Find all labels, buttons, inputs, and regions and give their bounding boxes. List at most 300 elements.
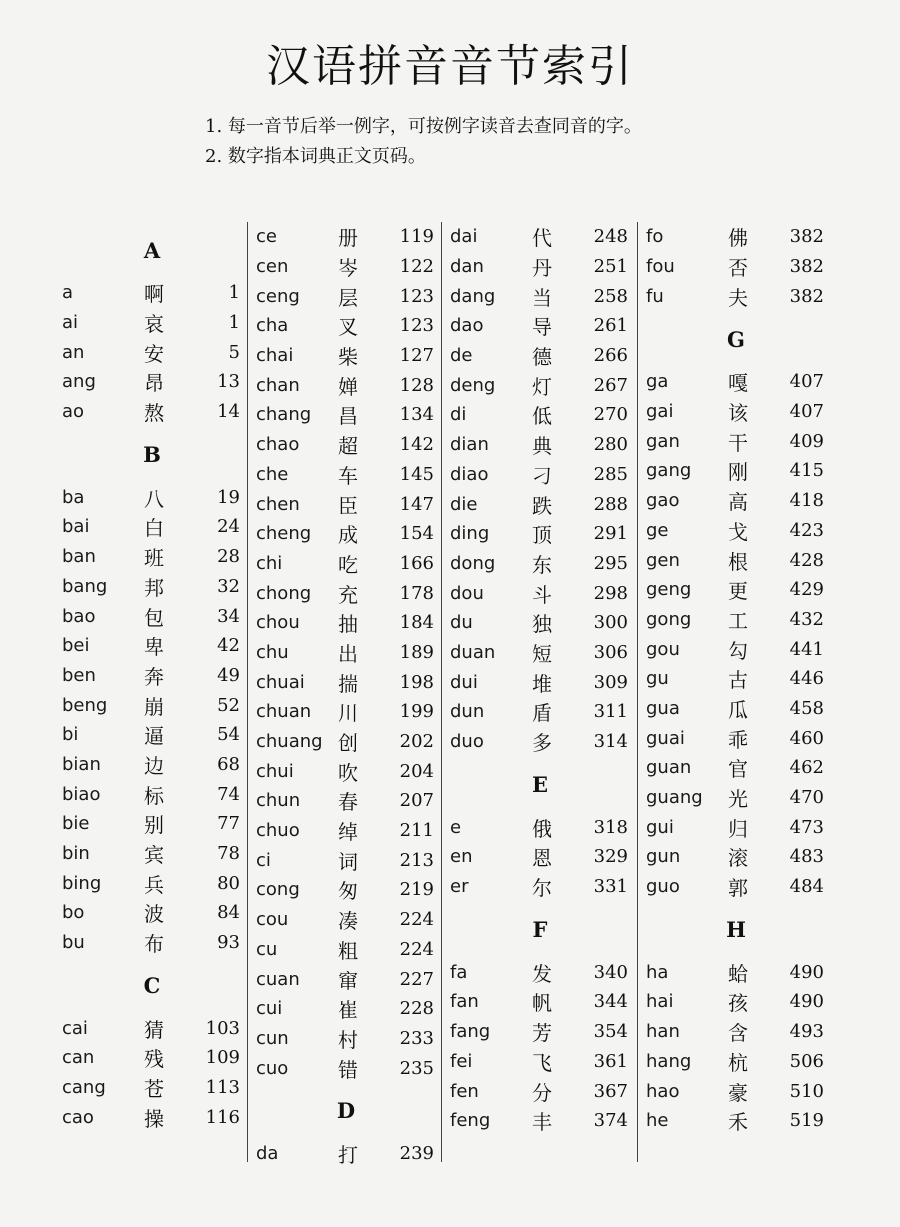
syllable-row (450, 311, 640, 341)
page-number: 407 (789, 371, 824, 393)
syllable-row (450, 341, 640, 371)
syllable-row (256, 786, 446, 816)
page-number: 74 (217, 783, 240, 805)
example-character: 凑 (338, 909, 358, 934)
page-number: 423 (789, 519, 824, 541)
pinyin-syllable: ding (450, 523, 490, 545)
syllable-row (62, 337, 252, 367)
page-number: 145 (399, 463, 434, 485)
example-character: 叉 (338, 315, 358, 340)
example-character: 工 (728, 608, 748, 633)
syllable-row (450, 549, 640, 579)
page-number: 109 (205, 1047, 240, 1069)
page-number: 113 (205, 1077, 240, 1099)
page-number: 19 (217, 486, 240, 508)
page-number: 409 (789, 430, 824, 452)
example-character: 兵 (144, 872, 164, 897)
pinyin-syllable: gou (646, 638, 680, 660)
syllable-row (646, 842, 836, 872)
pinyin-syllable: gan (646, 430, 680, 452)
pinyin-syllable: hai (646, 991, 674, 1013)
syllable-row (62, 690, 252, 720)
example-character: 标 (144, 783, 164, 808)
pinyin-syllable: fa (450, 961, 468, 983)
pinyin-syllable: er (450, 876, 469, 898)
pinyin-syllable: bin (62, 843, 90, 865)
example-character: 卑 (144, 635, 164, 660)
example-character: 高 (728, 490, 748, 515)
example-character: 崩 (144, 694, 164, 719)
example-character: 八 (144, 486, 164, 511)
example-character: 班 (144, 546, 164, 571)
syllable-row (450, 1076, 640, 1106)
syllable-row (256, 667, 446, 697)
pinyin-syllable: gui (646, 816, 674, 838)
page-number: 470 (789, 787, 824, 809)
page-number: 270 (593, 404, 628, 426)
page-number: 344 (593, 991, 628, 1013)
example-character: 包 (144, 605, 164, 630)
pinyin-syllable: die (450, 493, 478, 515)
syllable-row (256, 549, 446, 579)
section-letter-heading (646, 311, 826, 367)
syllable-row (62, 779, 252, 809)
page-number: 1 (228, 312, 240, 334)
section-letter-heading (450, 901, 630, 957)
pinyin-syllable: chuo (256, 820, 300, 842)
example-character: 俄 (532, 816, 552, 841)
pinyin-syllable: di (450, 404, 467, 426)
syllable-row (256, 994, 446, 1024)
page-number: 506 (789, 1050, 824, 1072)
page-number: 462 (789, 757, 824, 779)
syllable-row (450, 460, 640, 490)
example-character: 窜 (338, 968, 358, 993)
pinyin-syllable: cun (256, 1027, 289, 1049)
example-character: 出 (338, 641, 358, 666)
syllable-row (256, 252, 446, 282)
pinyin-syllable: chu (256, 641, 289, 663)
example-character: 波 (144, 902, 164, 927)
syllable-row (62, 809, 252, 839)
pinyin-syllable: bang (62, 575, 108, 597)
pinyin-syllable: chuan (256, 701, 312, 723)
pinyin-syllable: gu (646, 668, 669, 690)
pinyin-syllable: chao (256, 434, 300, 456)
syllable-row (62, 1043, 252, 1073)
example-character: 柴 (338, 345, 358, 370)
example-character: 滚 (728, 846, 748, 871)
syllable-row (62, 572, 252, 602)
syllable-row (256, 489, 446, 519)
page-number: 93 (217, 932, 240, 954)
syllable-row (450, 1047, 640, 1077)
example-character: 奔 (144, 664, 164, 689)
pinyin-syllable: dun (450, 701, 485, 723)
syllable-row (256, 430, 446, 460)
syllable-row (646, 694, 836, 724)
example-character: 熬 (144, 401, 164, 426)
page-number: 52 (217, 694, 240, 716)
section-letter: C (143, 972, 161, 998)
example-character: 布 (144, 932, 164, 957)
syllable-row (646, 872, 836, 902)
page-number: 446 (789, 668, 824, 690)
example-character: 村 (338, 1027, 358, 1052)
pinyin-syllable: che (256, 463, 289, 485)
syllable-row (450, 638, 640, 668)
example-character: 婵 (338, 374, 358, 399)
example-character: 蛤 (728, 961, 748, 986)
pinyin-syllable: en (450, 846, 473, 868)
page-number: 291 (593, 523, 628, 545)
syllable-row (450, 489, 640, 519)
pinyin-syllable: gen (646, 549, 680, 571)
page-number: 483 (789, 846, 824, 868)
syllable-row (450, 842, 640, 872)
example-character: 夫 (728, 285, 748, 310)
syllable-row (256, 756, 446, 786)
pinyin-syllable: biao (62, 783, 101, 805)
pinyin-syllable: bian (62, 753, 101, 775)
pinyin-syllable: ben (62, 664, 96, 686)
note-2: 2. 数字指本词典正文页码。 (205, 146, 426, 167)
page-number: 119 (399, 226, 434, 248)
syllable-row (646, 664, 836, 694)
pinyin-syllable: ha (646, 961, 669, 983)
index-column-2 (256, 222, 446, 1169)
pinyin-syllable: gao (646, 490, 680, 512)
example-character: 吹 (338, 760, 358, 785)
example-character: 春 (338, 790, 358, 815)
page-number: 134 (399, 404, 434, 426)
pinyin-syllable: feng (450, 1110, 491, 1132)
example-character: 灯 (532, 374, 552, 399)
page-number: 306 (593, 641, 628, 663)
pinyin-syllable: chuai (256, 671, 305, 693)
page-number: 258 (593, 285, 628, 307)
pinyin-syllable: beng (62, 694, 108, 716)
page-number: 251 (593, 256, 628, 278)
pinyin-syllable: ce (256, 226, 277, 248)
syllable-row (256, 727, 446, 757)
pinyin-syllable: chuang (256, 731, 323, 753)
example-character: 抽 (338, 612, 358, 637)
syllable-row (646, 426, 836, 456)
section-letter: D (336, 1098, 356, 1124)
page-number: 418 (789, 490, 824, 512)
pinyin-syllable: chi (256, 552, 283, 574)
example-character: 孩 (728, 991, 748, 1016)
example-character: 残 (144, 1047, 164, 1072)
pinyin-syllable: cen (256, 256, 289, 278)
syllable-row (450, 667, 640, 697)
page-number: 415 (789, 460, 824, 482)
syllable-row (646, 957, 836, 987)
page-number: 207 (399, 790, 434, 812)
page-number: 510 (789, 1080, 824, 1102)
syllable-row (646, 987, 836, 1017)
syllable-row (646, 516, 836, 546)
page-number: 429 (789, 579, 824, 601)
page-number: 288 (593, 493, 628, 515)
pinyin-syllable: fan (450, 991, 479, 1013)
example-character: 川 (338, 701, 358, 726)
section-letter-heading (62, 222, 242, 278)
syllable-row (646, 634, 836, 664)
page-number: 248 (593, 226, 628, 248)
pinyin-syllable: bao (62, 605, 96, 627)
page-number: 309 (593, 671, 628, 693)
page-number: 127 (399, 345, 434, 367)
pinyin-syllable: dan (450, 256, 484, 278)
pinyin-syllable: fen (450, 1080, 479, 1102)
pinyin-syllable: guang (646, 787, 703, 809)
page-number: 123 (399, 315, 434, 337)
syllable-row (62, 720, 252, 750)
example-character: 堆 (532, 671, 552, 696)
page-number: 34 (217, 605, 240, 627)
page-number: 490 (789, 991, 824, 1013)
pinyin-syllable: fei (450, 1050, 473, 1072)
page-number: 219 (399, 879, 434, 901)
example-character: 尔 (532, 876, 552, 901)
syllable-row (62, 868, 252, 898)
syllable-row (450, 400, 640, 430)
page-number: 49 (217, 664, 240, 686)
pinyin-syllable: gua (646, 697, 680, 719)
section-letter-heading (450, 756, 630, 812)
example-character: 郭 (728, 876, 748, 901)
page-number: 178 (399, 582, 434, 604)
pinyin-syllable: bie (62, 813, 90, 835)
pinyin-syllable: can (62, 1047, 95, 1069)
example-character: 杭 (728, 1050, 748, 1075)
page-number: 154 (399, 523, 434, 545)
syllable-row (62, 482, 252, 512)
example-character: 刚 (728, 460, 748, 485)
example-character: 苍 (144, 1077, 164, 1102)
syllable-row (646, 1017, 836, 1047)
page-number: 116 (205, 1106, 240, 1128)
page-number: 458 (789, 697, 824, 719)
page-number: 473 (789, 816, 824, 838)
pinyin-syllable: e (450, 816, 462, 838)
example-character: 匆 (338, 879, 358, 904)
pinyin-syllable: gun (646, 846, 681, 868)
syllable-row (646, 367, 836, 397)
pinyin-syllable: guo (646, 876, 680, 898)
pinyin-syllable: de (450, 345, 473, 367)
pinyin-syllable: chen (256, 493, 300, 515)
page-number: 428 (789, 549, 824, 571)
example-character: 勾 (728, 638, 748, 663)
syllable-row (62, 512, 252, 542)
pinyin-syllable: ge (646, 519, 669, 541)
example-character: 禾 (728, 1110, 748, 1135)
page-number: 490 (789, 961, 824, 983)
pinyin-syllable: guai (646, 727, 685, 749)
pinyin-syllable: an (62, 341, 85, 363)
page-number: 298 (593, 582, 628, 604)
pinyin-syllable: dong (450, 552, 496, 574)
page-number: 128 (399, 374, 434, 396)
page-number: 227 (399, 968, 434, 990)
example-character: 充 (338, 582, 358, 607)
syllable-row (256, 964, 446, 994)
example-character: 光 (728, 787, 748, 812)
section-letter-heading (62, 426, 242, 482)
page-number: 213 (399, 849, 434, 871)
pinyin-syllable: han (646, 1021, 680, 1043)
syllable-row (646, 1106, 836, 1136)
syllable-row (62, 661, 252, 691)
page-number: 329 (593, 846, 628, 868)
example-character: 分 (532, 1080, 552, 1105)
pinyin-syllable: a (62, 282, 74, 304)
pinyin-syllable: dou (450, 582, 484, 604)
example-character: 打 (338, 1143, 358, 1168)
syllable-row (256, 816, 446, 846)
page-number: 295 (593, 552, 628, 574)
example-character: 创 (338, 731, 358, 756)
pinyin-syllable: chun (256, 790, 301, 812)
syllable-row (646, 812, 836, 842)
example-character: 典 (532, 434, 552, 459)
example-character: 猜 (144, 1017, 164, 1042)
page-number: 300 (593, 612, 628, 634)
syllable-row (62, 750, 252, 780)
example-character: 啊 (144, 282, 164, 307)
example-character: 东 (532, 552, 552, 577)
pinyin-syllable: dui (450, 671, 478, 693)
pinyin-syllable: gong (646, 608, 692, 630)
section-letter: F (532, 916, 548, 942)
page-number: 84 (217, 902, 240, 924)
syllable-row (256, 1053, 446, 1083)
example-character: 车 (338, 463, 358, 488)
pinyin-syllable: fu (646, 285, 664, 307)
syllable-row (450, 281, 640, 311)
pinyin-syllable: cang (62, 1077, 106, 1099)
section-letter: G (727, 326, 745, 352)
syllable-row (256, 222, 446, 252)
page-number: 407 (789, 401, 824, 423)
page-number: 77 (217, 813, 240, 835)
example-character: 盾 (532, 701, 552, 726)
pinyin-syllable: dian (450, 434, 489, 456)
page-number: 78 (217, 843, 240, 865)
pinyin-syllable: chui (256, 760, 294, 782)
syllable-row (450, 222, 640, 252)
syllable-row (62, 308, 252, 338)
syllable-row (62, 1073, 252, 1103)
example-character: 嘎 (728, 371, 748, 396)
example-character: 层 (338, 285, 358, 310)
instructions (205, 112, 642, 172)
page-number: 54 (217, 724, 240, 746)
example-character: 代 (532, 226, 552, 251)
example-character: 古 (728, 668, 748, 693)
syllable-row (256, 460, 446, 490)
example-character: 芳 (532, 1021, 552, 1046)
page-number: 202 (399, 731, 434, 753)
pinyin-syllable: chou (256, 612, 300, 634)
syllable-row (646, 252, 836, 282)
pinyin-syllable: ai (62, 312, 79, 334)
pinyin-syllable: ba (62, 486, 85, 508)
page-number: 266 (593, 345, 628, 367)
page-number: 184 (399, 612, 434, 634)
syllable-row (256, 608, 446, 638)
pinyin-syllable: hang (646, 1050, 692, 1072)
page-number: 311 (593, 701, 628, 723)
pinyin-syllable: dao (450, 315, 484, 337)
example-character: 导 (532, 315, 552, 340)
syllable-row (256, 697, 446, 727)
syllable-row (646, 605, 836, 635)
example-character: 独 (532, 612, 552, 637)
pinyin-syllable: cai (62, 1017, 88, 1039)
syllable-row (256, 281, 446, 311)
page-number: 14 (217, 401, 240, 423)
syllable-row (646, 723, 836, 753)
example-character: 豪 (728, 1080, 748, 1105)
page-number: 68 (217, 753, 240, 775)
pinyin-syllable: chong (256, 582, 312, 604)
example-character: 斗 (532, 582, 552, 607)
syllable-row (62, 1103, 252, 1133)
syllable-row (450, 727, 640, 757)
example-character: 词 (338, 849, 358, 874)
page-number: 13 (217, 371, 240, 393)
example-character: 根 (728, 549, 748, 574)
pinyin-syllable: bi (62, 724, 79, 746)
syllable-row (646, 397, 836, 427)
page-number: 441 (789, 638, 824, 660)
syllable-row (450, 1106, 640, 1136)
example-character: 别 (144, 813, 164, 838)
pinyin-syllable: geng (646, 579, 692, 601)
example-character: 安 (144, 341, 164, 366)
syllable-row (62, 278, 252, 308)
index-column-3 (450, 222, 640, 1136)
syllable-row (256, 845, 446, 875)
pinyin-syllable: chang (256, 404, 312, 426)
pinyin-syllable: bu (62, 932, 85, 954)
page-number: 147 (399, 493, 434, 515)
page-number: 318 (593, 816, 628, 838)
example-character: 官 (728, 757, 748, 782)
example-character: 飞 (532, 1050, 552, 1075)
example-character: 丰 (532, 1110, 552, 1135)
pinyin-syllable: ao (62, 401, 85, 423)
syllable-row (62, 1013, 252, 1043)
section-letter-heading (62, 957, 242, 1013)
page-number: 32 (217, 575, 240, 597)
syllable-row (646, 575, 836, 605)
example-character: 昂 (144, 371, 164, 396)
syllable-row (646, 456, 836, 486)
page-number: 166 (399, 552, 434, 574)
syllable-row (256, 935, 446, 965)
syllable-row (450, 697, 640, 727)
example-character: 逼 (144, 724, 164, 749)
pinyin-syllable: duan (450, 641, 496, 663)
example-character: 哀 (144, 312, 164, 337)
syllable-row (256, 875, 446, 905)
page-number: 382 (789, 285, 824, 307)
